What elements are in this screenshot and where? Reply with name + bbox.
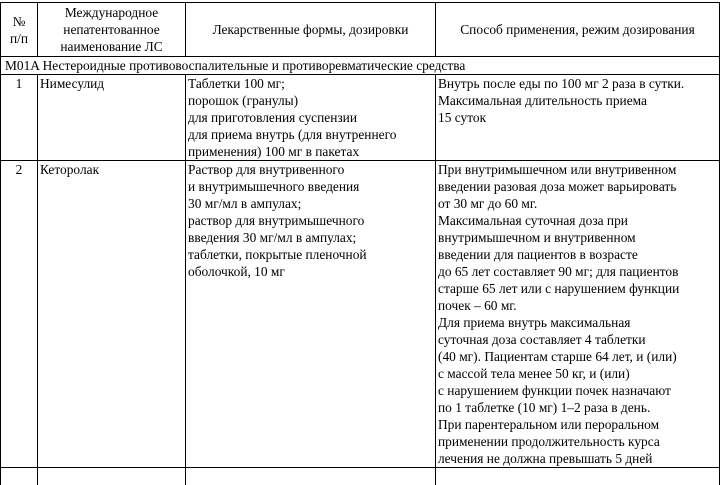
drug-method: Внутрь после еды по 100 мг 2 раза в сутки. Максимальная длительность приема 15 суток: [436, 75, 720, 161]
table-row: [1, 161, 720, 468]
drug-table: [0, 2, 720, 485]
drug-name: Кеторолак: [38, 161, 186, 468]
header-number: № п/п: [1, 3, 38, 57]
table-row: [1, 75, 720, 161]
table-header-row: [1, 3, 720, 57]
header-method: Способ применения, режим дозирования: [436, 3, 720, 57]
row-number: 2: [1, 161, 38, 468]
drug-method: При внутримышечном или внутривенном введении разовая доза может варьировать от 30 мг до 60 мг. Максимальная суточная доза при внутримышечном и внутривенном введении для пациентов в возрасте до 65 лет составляет 90 мг; для пациентов старше 65 лет или с нарушением функции почек – 60 мг. Для приема внутрь максимальная суточная доза составляет 4 таблетки (40 мг). Пациентам старше 64 лет, и (или) с массой тела менее 50 кг, и (или) с нарушением функции почек назначают по 1 таблетке (10 мг) 1–2 раза в день. При парентеральном или пероральном применении продолжительность курса лечения не должна превышать 5 дней: [436, 161, 720, 468]
section-title: M01A Нестероидные противовоспалительные и противоревматические средства: [1, 57, 720, 75]
table-row-partial: [1, 468, 720, 485]
drug-name: Нимесулид: [38, 75, 186, 161]
row-number: 1: [1, 75, 38, 161]
header-forms: Лекарственные формы, дозировки: [186, 3, 436, 57]
drug-forms: Раствор для внутривенного и внутримышечного введения 30 мг/мл в ампулах; раствор для внутримышечного введения 30 мг/мл в ампулах; таблетки, покрытые пленочной оболочкой, 10 мг: [186, 161, 436, 468]
header-inn: Международное непатентованное наименование ЛС: [38, 3, 186, 57]
drug-forms: Таблетки 100 мг; порошок (гранулы) для приготовления суспензии для приема внутрь (для внутреннего применения) 100 мг в пакетах: [186, 75, 436, 161]
section-row: [1, 57, 720, 75]
